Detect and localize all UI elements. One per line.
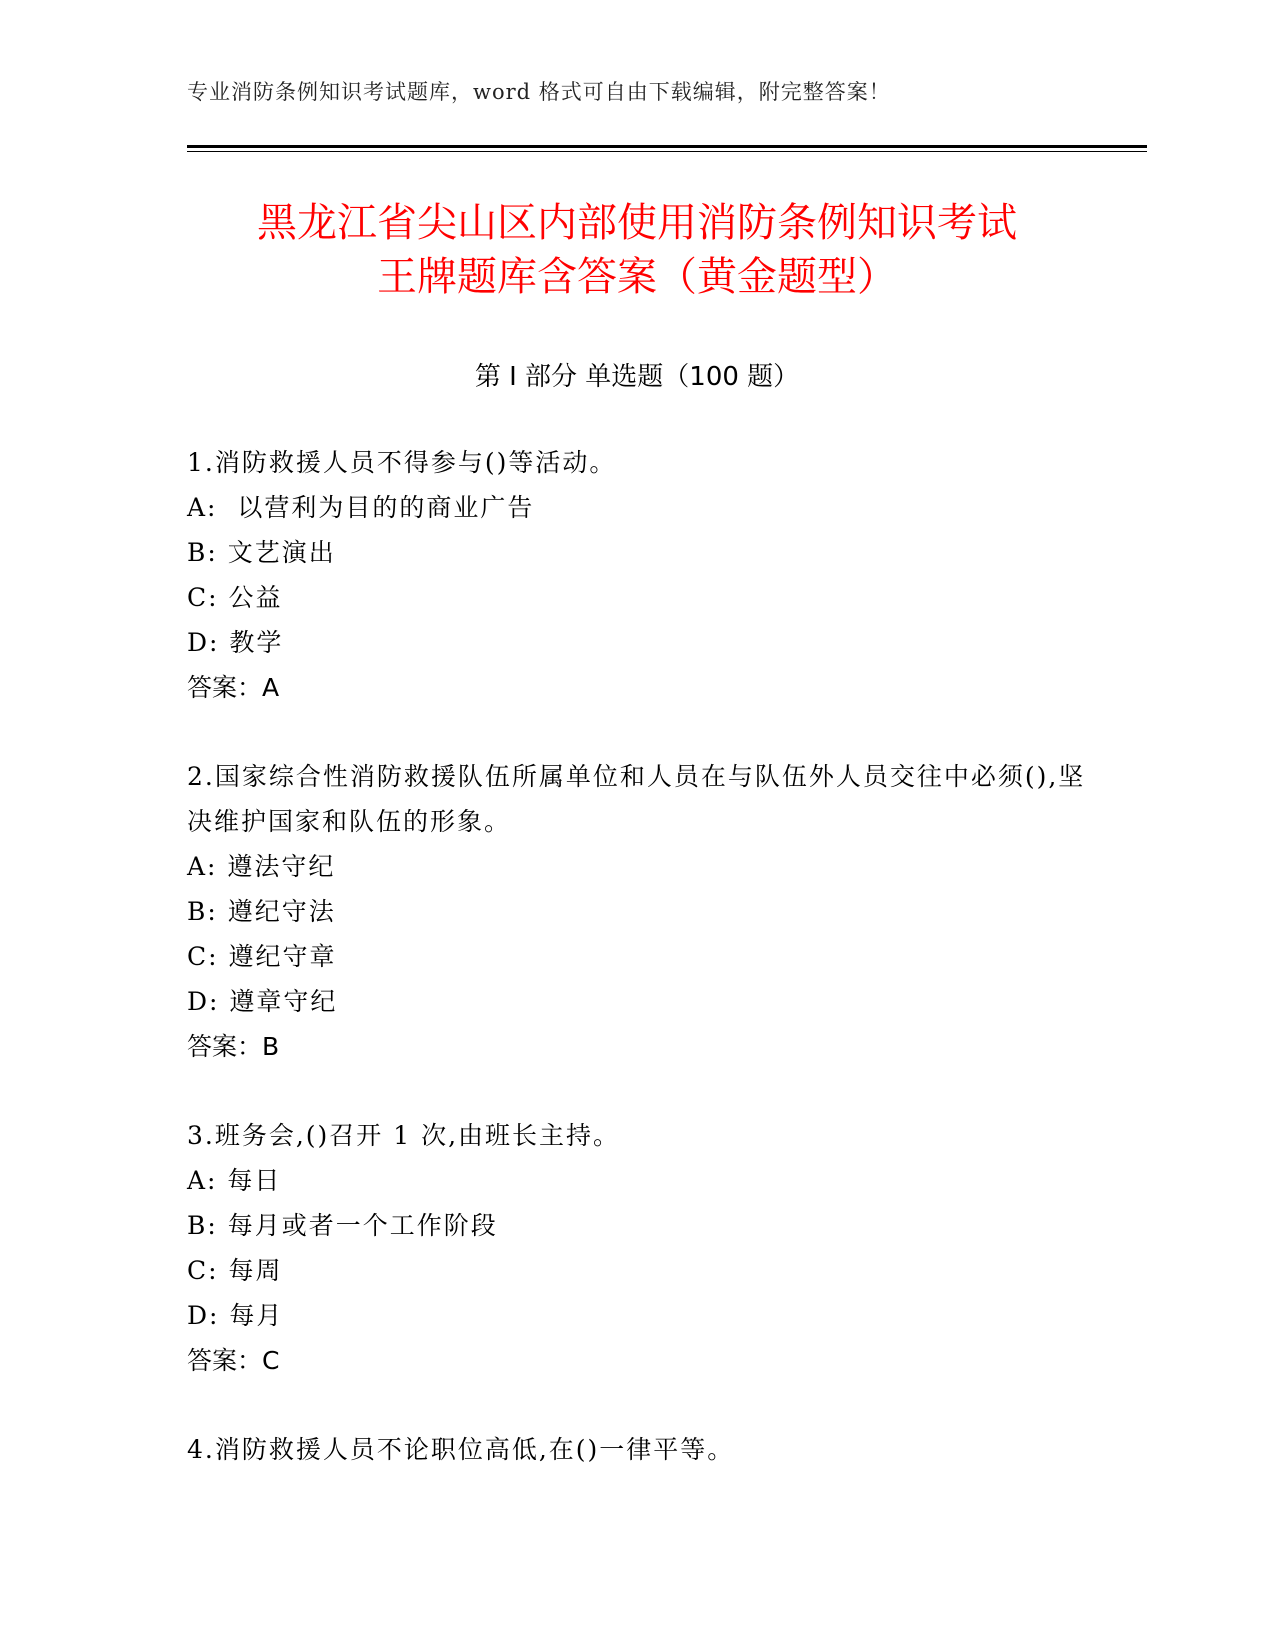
option-d: D: 遵章守纪 — [187, 987, 338, 1016]
header-rule-thick — [187, 145, 1147, 148]
option-c: C: 每周 — [187, 1256, 283, 1285]
option-c: C: 遵纪守章 — [187, 942, 337, 971]
answer: 答案：B — [187, 1032, 280, 1061]
option-a: A: 每日 — [187, 1166, 282, 1195]
answer: 答案：A — [187, 673, 280, 702]
title-line-1: 黑龙江省尖山区内部使用消防条例知识考试 — [257, 200, 1017, 246]
option-d: D: 教学 — [187, 628, 284, 657]
question-3 — [187, 1113, 1087, 1383]
answer: 答案：C — [187, 1346, 280, 1375]
question-stem: 1.消防救援人员不得参与()等活动。 — [187, 448, 617, 477]
header-rule-thin — [187, 151, 1147, 152]
title-line-2: 王牌题库含答案（黄金题型） — [377, 254, 897, 300]
option-b: B: 文艺演出 — [187, 538, 336, 567]
option-b: B: 遵纪守法 — [187, 897, 336, 926]
option-d: D: 每月 — [187, 1301, 284, 1330]
question-stem: 3.班务会,()召开 1 次,由班长主持。 — [187, 1121, 621, 1150]
question-list — [187, 440, 1087, 1516]
question-4 — [187, 1427, 1087, 1472]
question-stem: 2.国家综合性消防救援队伍所属单位和人员在与队伍外人员交往中必须(),坚决维护国家和队伍的形象。 — [187, 762, 1086, 836]
question-2 — [187, 754, 1087, 1069]
option-a: A: 遵法守纪 — [187, 852, 336, 881]
document-title — [187, 196, 1087, 304]
option-c: C: 公益 — [187, 583, 283, 612]
question-stem: 4.消防救援人员不论职位高低,在()一律平等。 — [187, 1435, 735, 1464]
header-note: 专业消防条例知识考试题库，word 格式可自由下载编辑，附完整答案！ — [187, 80, 891, 104]
option-a: A: 以营利为目的的商业广告 — [187, 493, 535, 522]
section-title: 第 I 部分 单选题（100 题） — [474, 362, 800, 392]
option-b: B: 每月或者一个工作阶段 — [187, 1211, 498, 1240]
question-1 — [187, 440, 1087, 710]
